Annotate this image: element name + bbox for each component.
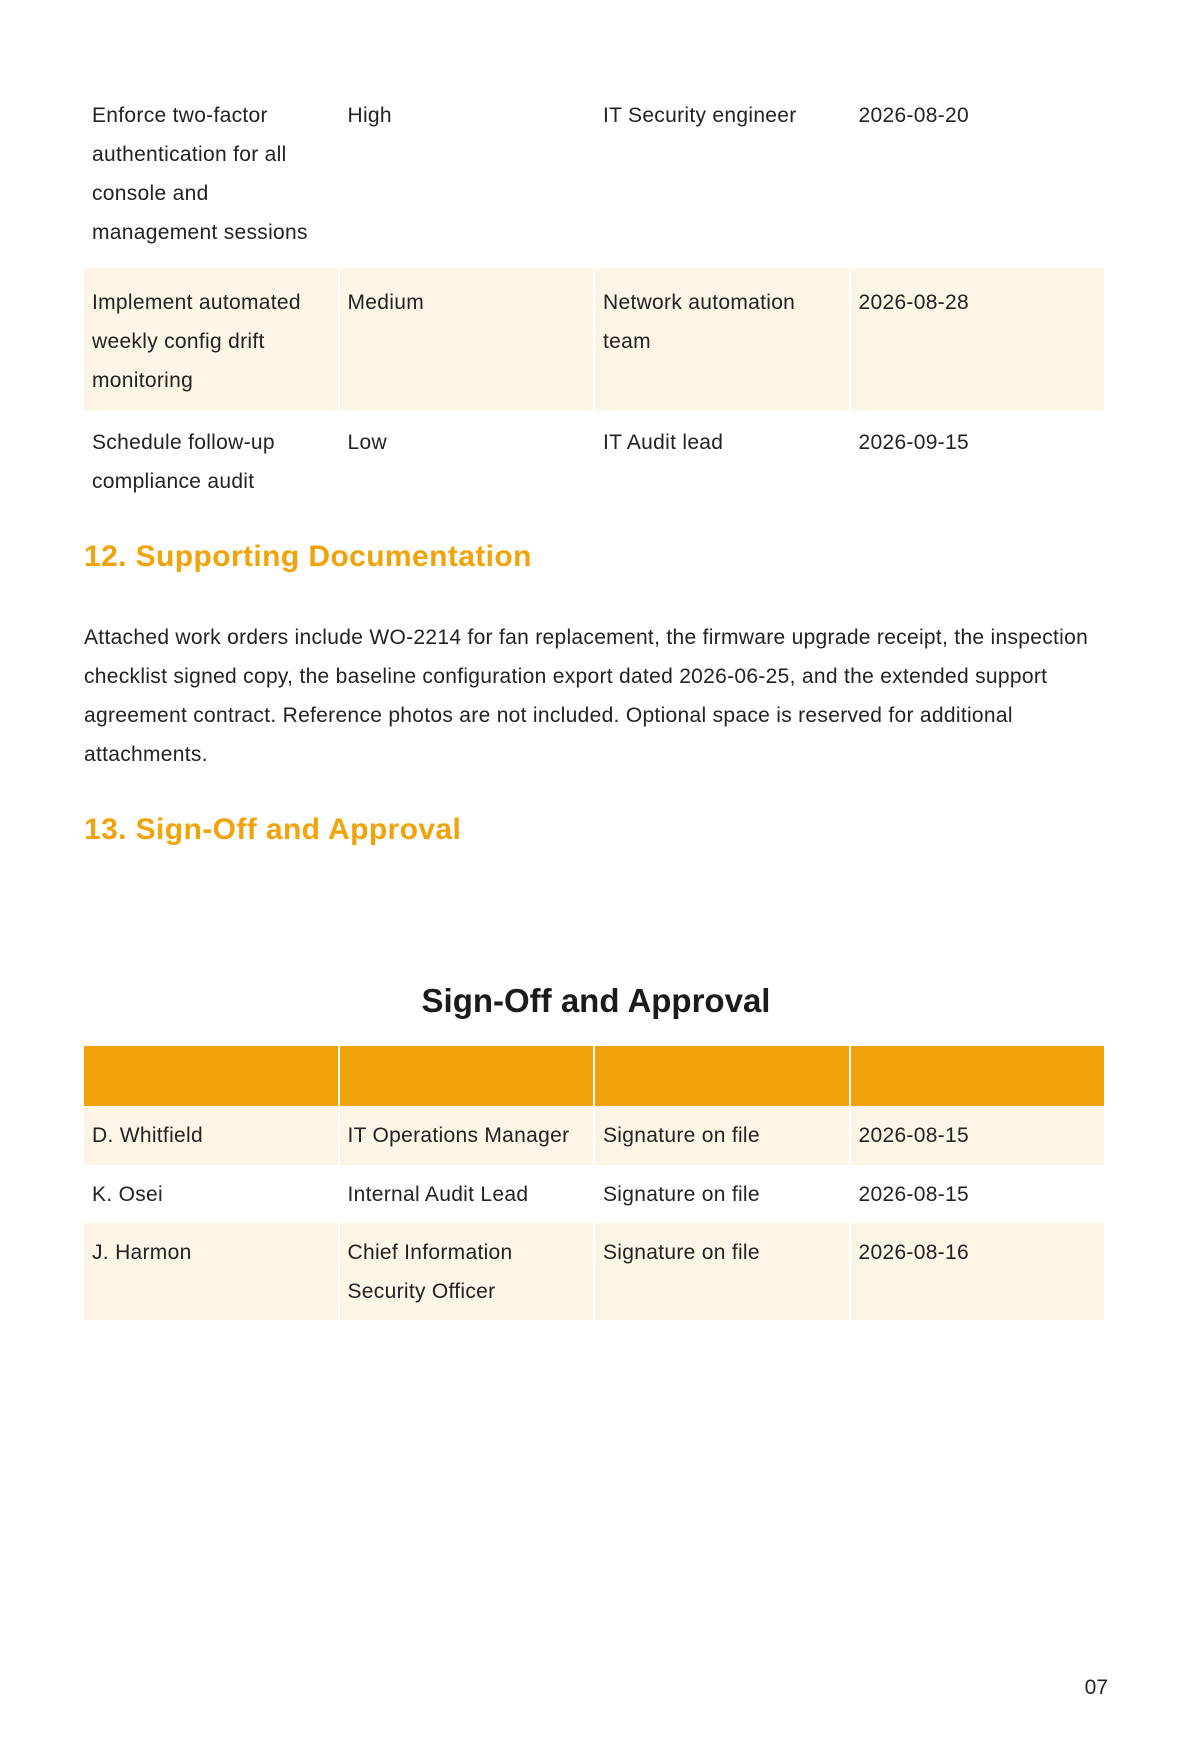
signature-cell: Signature on file: [603, 1183, 760, 1206]
header-cell: [595, 1046, 849, 1106]
table-row: [84, 268, 1104, 411]
table-row: [84, 1223, 1104, 1320]
approver-role-cell: Internal Audit Lead: [347, 1183, 529, 1206]
due-date-cell: 2026-09-15: [858, 431, 969, 454]
approver-role-cell: IT Operations Manager: [340, 1106, 594, 1165]
action-cell: Enforce two-factor authentication for all console and management sessions: [92, 104, 308, 244]
due-date-cell: 2026-08-28: [851, 268, 1105, 411]
approval-date-cell: 2026-08-15: [858, 1183, 969, 1206]
approval-table-title: Sign-Off and Approval: [421, 982, 771, 1019]
signature-cell: Signature on file: [595, 1106, 849, 1165]
header-cell: [851, 1046, 1105, 1106]
owner-cell: Network automation team: [595, 268, 849, 411]
table-row: [84, 1165, 1104, 1223]
owner-cell: IT Security engineer: [603, 104, 797, 127]
approver-name-cell: K. Osei: [92, 1183, 163, 1206]
section-heading-sign-off: 13. Sign-Off and Approval: [84, 813, 462, 846]
action-cell: Schedule follow-up compliance audit: [92, 431, 275, 493]
header-cell: [340, 1046, 594, 1106]
approver-name-cell: D. Whitfield: [84, 1106, 338, 1165]
approval-date-cell: 2026-08-16: [851, 1223, 1105, 1320]
table-row: [84, 411, 1104, 507]
supporting-documentation-paragraph: Attached work orders include WO-2214 for fan replacement, the firmware upgrade receipt, the inspection checklist signed copy, the baseline configuration export dated 2026-06-25, and the extended support agreement contract. Reference photos are not included. Optional space is reserved for additional attachments.: [84, 626, 1089, 766]
approval-table: [82, 1046, 1106, 1320]
page-number: 07: [1084, 1676, 1108, 1699]
priority-cell: High: [347, 104, 392, 127]
section-heading-supporting-documentation: 12. Supporting Documentation: [84, 540, 532, 573]
approver-role-cell: Chief Information Security Officer: [340, 1223, 594, 1320]
approval-date-cell: 2026-08-15: [851, 1106, 1105, 1165]
action-cell: Implement automated weekly config drift monitoring: [84, 268, 338, 411]
table-row: [84, 92, 1104, 268]
header-cell: [84, 1046, 338, 1106]
due-date-cell: 2026-08-20: [858, 104, 969, 127]
approver-name-cell: J. Harmon: [84, 1223, 338, 1320]
table-row: [84, 1106, 1104, 1165]
table-header-row: [84, 1046, 1104, 1106]
priority-cell: Low: [347, 431, 387, 454]
signature-cell: Signature on file: [595, 1223, 849, 1320]
action-items-table: [82, 92, 1106, 507]
owner-cell: IT Audit lead: [603, 431, 724, 454]
priority-cell: Medium: [340, 268, 594, 411]
